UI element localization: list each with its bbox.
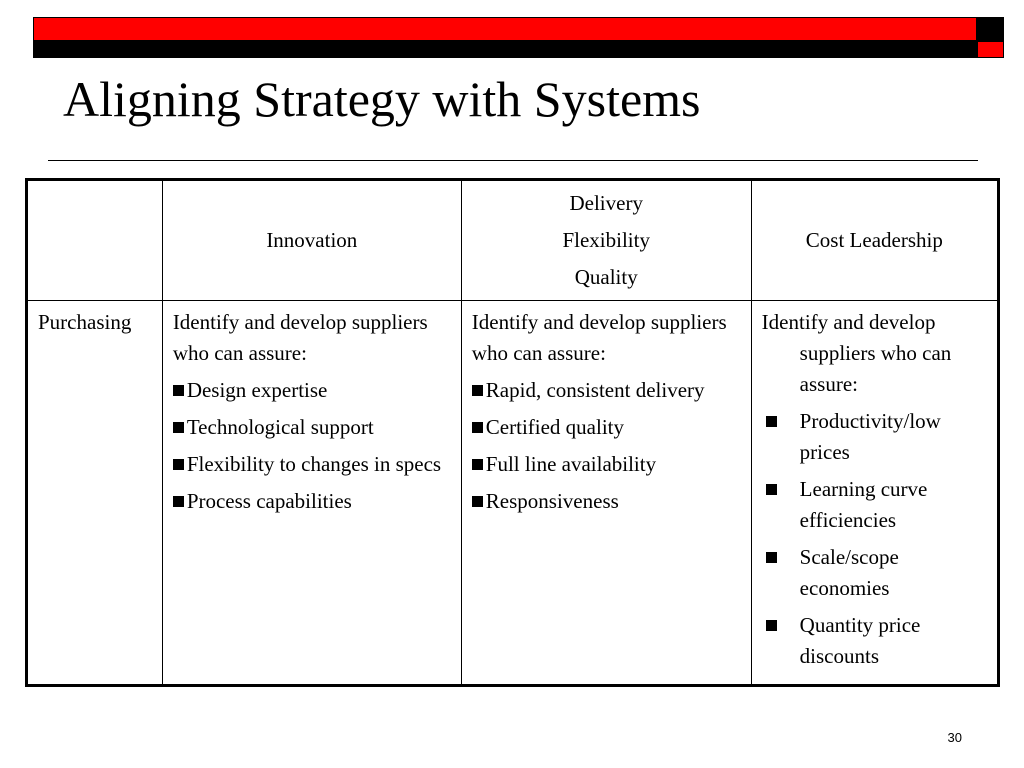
list-item: [173, 375, 451, 406]
title-divider: [48, 160, 978, 161]
list-item-text: Certified quality: [485, 415, 625, 439]
list-item-text: Learning curve efficiencies: [799, 477, 928, 532]
cell-delivery: [461, 301, 751, 686]
list-item: [472, 449, 741, 480]
row-label-purchasing: Purchasing: [27, 301, 163, 686]
header-cost-leadership: Cost Leadership: [751, 180, 998, 301]
square-bullet-icon: [472, 385, 483, 396]
list-item-text: Design expertise: [186, 378, 328, 402]
list-item: [173, 412, 451, 443]
square-bullet-icon: [173, 496, 184, 507]
square-bullet-icon: [766, 620, 777, 631]
list-item-text: Responsiveness: [485, 489, 619, 513]
square-bullet-icon: [173, 459, 184, 470]
slide-title: Aligning Strategy with Systems: [63, 71, 701, 127]
list-item-text: Quantity price discounts: [799, 613, 921, 668]
list-item: [762, 406, 987, 468]
square-bullet-icon: [173, 385, 184, 396]
strategy-table: [25, 178, 1000, 687]
list-item: [762, 610, 987, 672]
header-black-bar: [33, 41, 977, 58]
square-bullet-icon: [472, 459, 483, 470]
square-bullet-icon: [173, 422, 184, 433]
header-blank-cell: [27, 180, 163, 301]
header-delivery-line: Delivery: [569, 191, 643, 215]
header-delivery-flexibility-quality: [461, 180, 751, 301]
list-item: [762, 542, 987, 604]
list-item-text: Full line availability: [485, 452, 657, 476]
list-item: [472, 412, 741, 443]
list-item-text: Process capabilities: [186, 489, 352, 513]
square-bullet-icon: [472, 422, 483, 433]
header-flexibility-line: Flexibility: [562, 228, 650, 252]
page-number: 30: [947, 730, 962, 745]
square-bullet-icon: [766, 484, 777, 495]
list-item-text: Scale/scope economies: [799, 545, 899, 600]
list-item: [472, 375, 741, 406]
list-item: [472, 486, 741, 517]
cell-intro: Identify and develop suppliers who can assure:: [761, 310, 952, 396]
list-item-text: Technological support: [186, 415, 374, 439]
square-bullet-icon: [766, 552, 777, 563]
header-red-bar: [33, 17, 977, 41]
cell-intro: Identify and develop suppliers who can assure:: [172, 310, 428, 365]
table-header-row: [27, 180, 999, 301]
square-bullet-icon: [766, 416, 777, 427]
list-item-text: Rapid, consistent delivery: [485, 378, 705, 402]
cell-intro: Identify and develop suppliers who can assure:: [471, 310, 727, 365]
list-item: [173, 449, 451, 480]
header-red-square: [977, 41, 1004, 58]
header-quality-line: Quality: [574, 265, 638, 289]
list-item-text: Flexibility to changes in specs: [186, 452, 442, 476]
table-row-purchasing: [27, 301, 999, 686]
header-black-square: [977, 17, 1004, 41]
list-item: [173, 486, 451, 517]
cell-innovation: [162, 301, 461, 686]
cell-cost-leadership: [751, 301, 998, 686]
list-item-text: Productivity/low prices: [799, 409, 941, 464]
list-item: [762, 474, 987, 536]
header-innovation: Innovation: [162, 180, 461, 301]
square-bullet-icon: [472, 496, 483, 507]
